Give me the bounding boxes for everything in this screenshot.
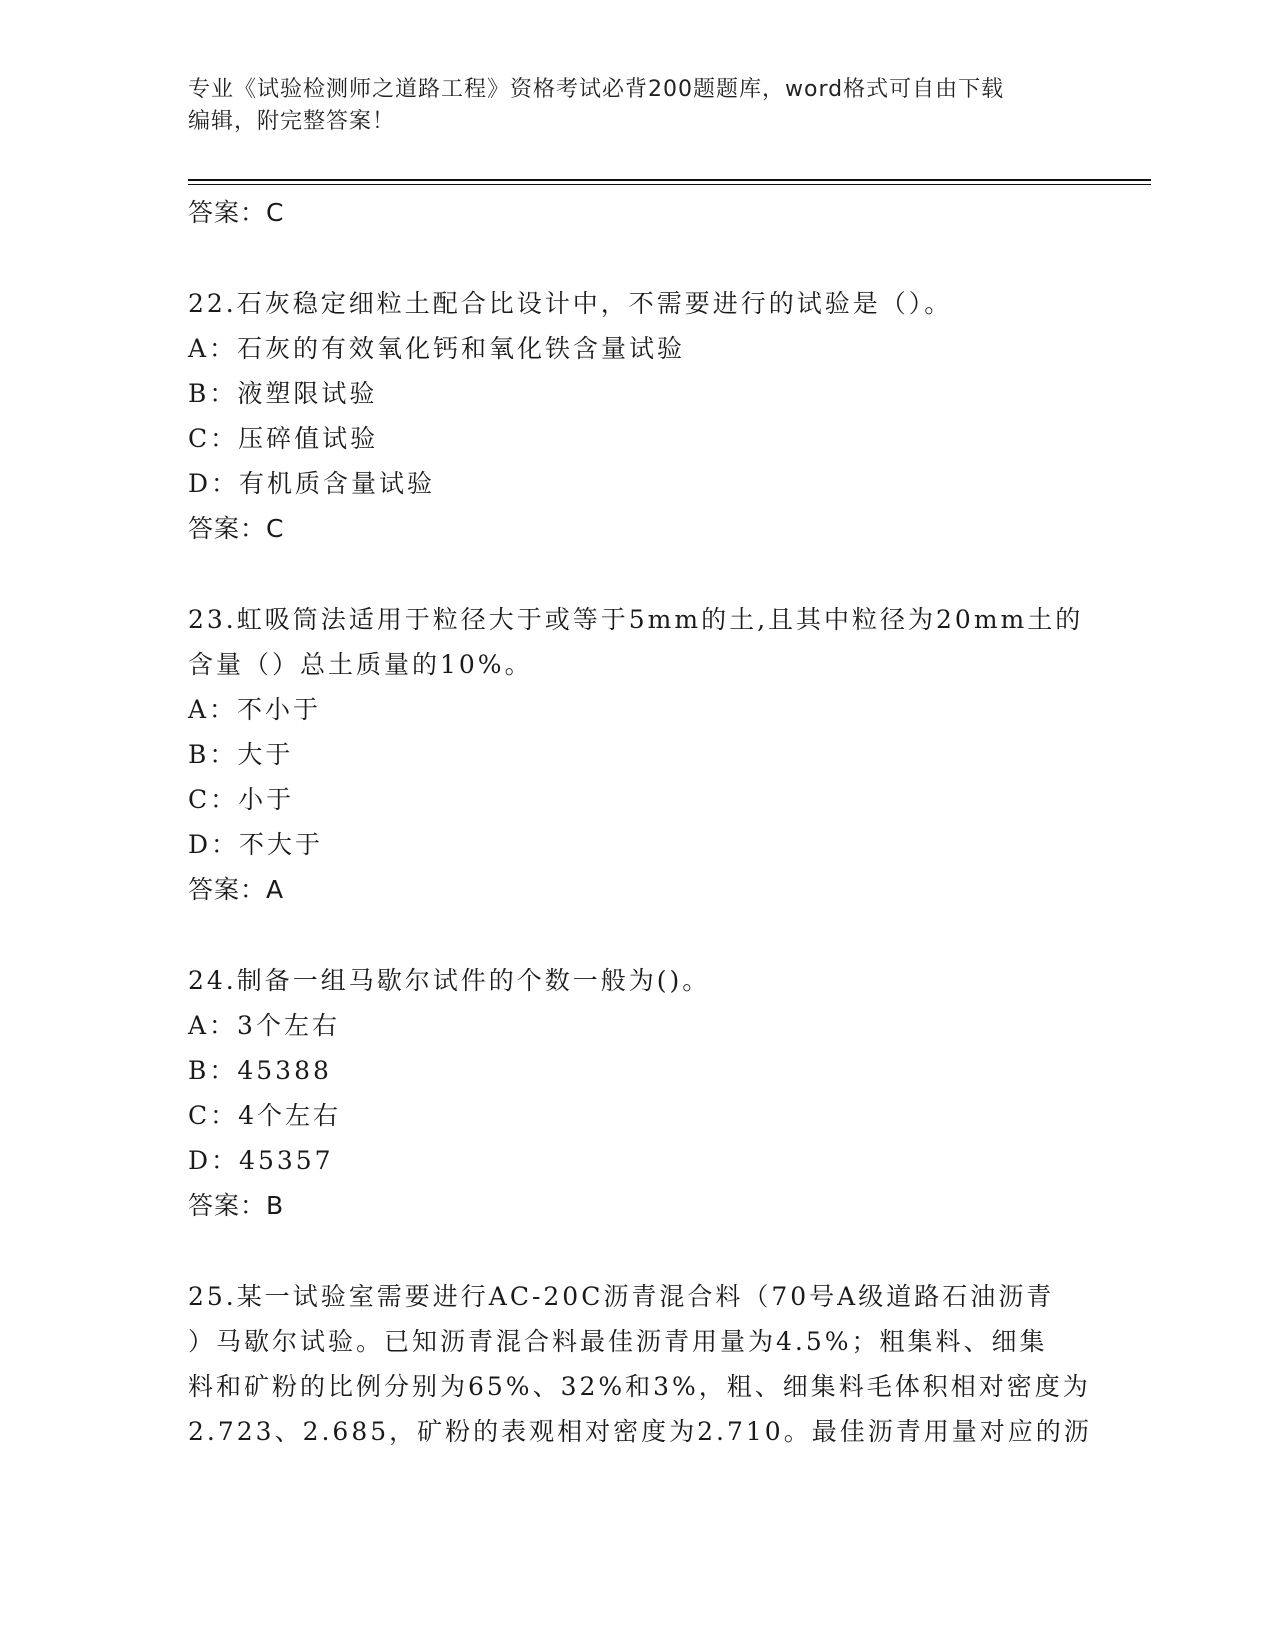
question-stem: 料和矿粉的比例分别为65%、32%和3%，粗、细集料毛体积相对密度为 <box>188 1372 1091 1401</box>
answer-line: 答案：B <box>188 1191 285 1220</box>
question-25 <box>188 1274 1092 1454</box>
option-b: B：液塑限试验 <box>188 379 378 408</box>
header-rule-thin <box>188 184 1151 185</box>
question-stem: 23.虹吸筒法适用于粒径大于或等于5mm的土,且其中粒径为20mm土的 <box>188 605 1084 634</box>
answer-line: 答案：C <box>188 198 285 227</box>
question-23 <box>188 597 1088 912</box>
question-stem: 含量（）总土质量的10%。 <box>188 650 533 679</box>
header-line-2: 编辑，附完整答案！ <box>188 109 396 134</box>
option-c: C：4个左右 <box>188 1101 342 1130</box>
question-24 <box>188 958 1088 1228</box>
question-stem: 2.723、2.685，矿粉的表观相对密度为2.710。最佳沥青用量对应的沥 <box>188 1417 1092 1446</box>
document-header <box>188 74 1068 138</box>
question-stem: 22.石灰稳定细粒土配合比设计中，不需要进行的试验是（）。 <box>188 289 953 318</box>
question-stem: 25.某一试验室需要进行AC-20C沥青混合料（70号A级道路石油沥青 <box>188 1282 1055 1311</box>
option-b: B：45388 <box>188 1056 332 1085</box>
option-c: C：压碎值试验 <box>188 424 379 453</box>
question-stem: 24.制备一组马歇尔试件的个数一般为()。 <box>188 966 711 995</box>
option-a: A：石灰的有效氧化钙和氧化铁含量试验 <box>188 334 686 363</box>
header-line-1: 专业《试验检测师之道路工程》资格考试必背200题题库，word格式可自由下载 <box>188 77 1005 102</box>
option-b: B：大于 <box>188 740 294 769</box>
answer-line: 答案：C <box>188 514 285 543</box>
question-stem: ）马歇尔试验。已知沥青混合料最佳沥青用量为4.5%；粗集料、细集 <box>188 1327 1048 1356</box>
document-body <box>188 190 1092 1454</box>
option-a: A：3个左右 <box>188 1011 340 1040</box>
option-d: D：45357 <box>188 1146 334 1175</box>
option-c: C：小于 <box>188 785 295 814</box>
question-22 <box>188 281 1088 551</box>
option-a: A：不小于 <box>188 695 322 724</box>
header-rule-thick <box>188 179 1151 181</box>
answer-line: 答案：A <box>188 875 285 904</box>
option-d: D：不大于 <box>188 830 324 859</box>
option-d: D：有机质含量试验 <box>188 469 436 498</box>
